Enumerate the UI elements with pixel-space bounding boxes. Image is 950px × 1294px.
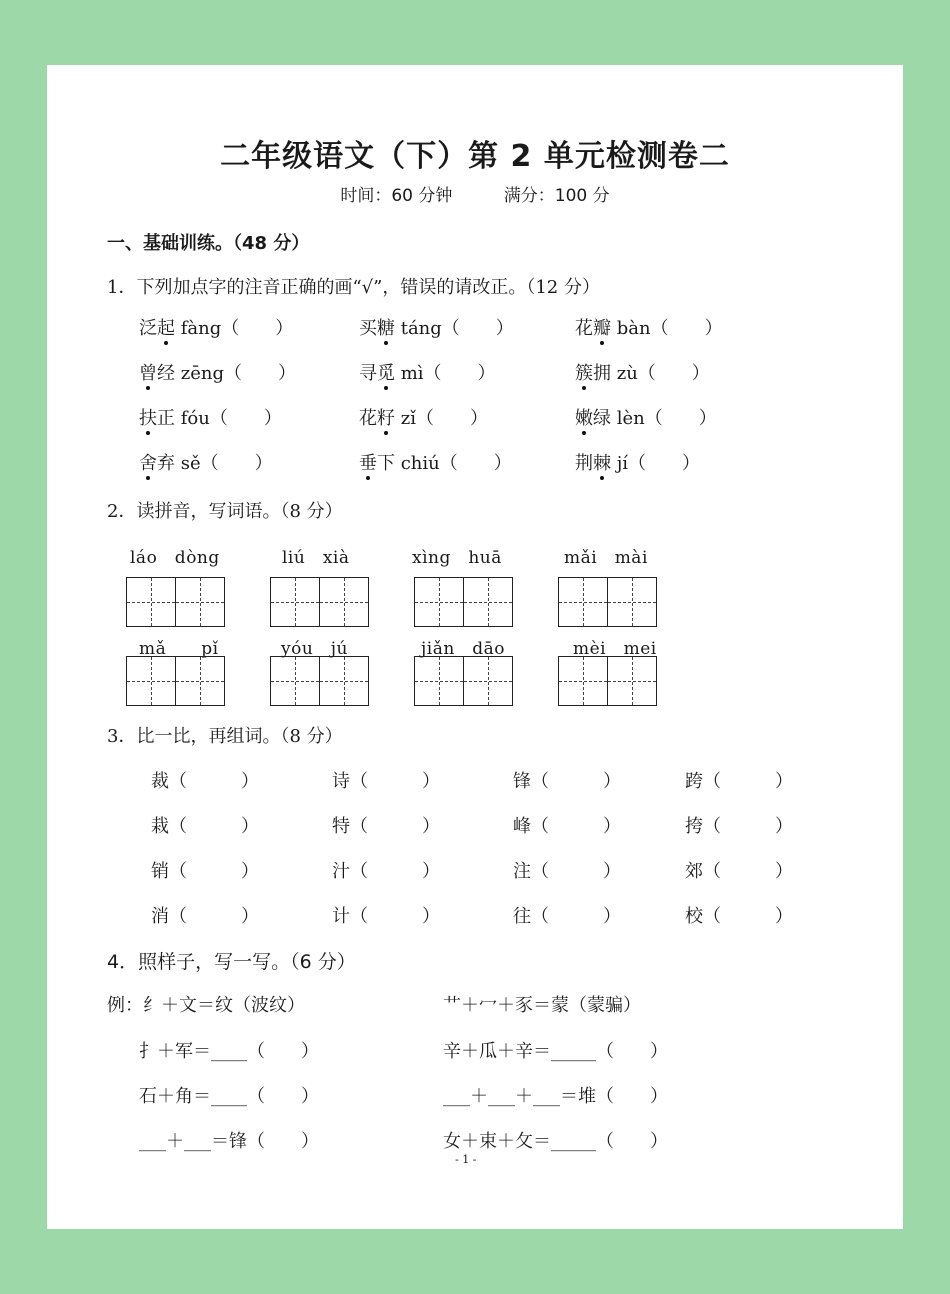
exam-info bbox=[47, 181, 903, 206]
q3-item: 裁（ ） bbox=[151, 771, 259, 792]
question-2-prompt: 2．读拼音，写词语。（8 分） bbox=[107, 501, 343, 522]
q4-item: 扌＋军＝____（ ） bbox=[139, 1041, 319, 1062]
grid-cell[interactable] bbox=[558, 577, 608, 627]
q3-item: 特（ ） bbox=[332, 816, 440, 837]
q3-item: 峰（ ） bbox=[513, 816, 621, 837]
grid-cell[interactable] bbox=[607, 656, 657, 706]
grid-cell[interactable] bbox=[175, 656, 225, 706]
q1-item: 荆棘 jí（ ） bbox=[575, 449, 700, 475]
q1-item: 曾经 zēng（ ） bbox=[139, 359, 296, 385]
q3-item: 锋（ ） bbox=[513, 771, 621, 792]
q3-item: 跨（ ） bbox=[685, 771, 793, 792]
pinyin-label: mǎ pǐ bbox=[139, 639, 219, 659]
question-3-prompt: 3．比一比，再组词。（8 分） bbox=[107, 726, 343, 747]
q1-item: 扶正 fóu（ ） bbox=[139, 404, 282, 430]
grid-cell[interactable] bbox=[414, 656, 464, 706]
writing-grid[interactable] bbox=[414, 577, 511, 627]
grid-cell[interactable] bbox=[558, 656, 608, 706]
q4-example: 例：纟＋文＝纹（波纹） bbox=[107, 995, 305, 1016]
grid-cell[interactable] bbox=[270, 577, 320, 627]
writing-grid[interactable] bbox=[126, 656, 223, 706]
writing-grid[interactable] bbox=[126, 577, 223, 627]
writing-grid[interactable] bbox=[414, 656, 511, 706]
question-1-prompt: 1．下列加点字的注音正确的画“√”，错误的请改正。（12 分） bbox=[107, 277, 600, 298]
grid-cell[interactable] bbox=[463, 577, 513, 627]
q4-item: ___＋___＋___＝堆（ ） bbox=[443, 1086, 668, 1107]
time-limit: 时间：60 分钟 bbox=[340, 186, 453, 206]
q1-item: 花瓣 bàn（ ） bbox=[575, 314, 723, 340]
writing-grid[interactable] bbox=[270, 577, 367, 627]
q4-item: 女＋束＋攵＝_____（ ） bbox=[443, 1131, 668, 1152]
writing-grid[interactable] bbox=[558, 577, 655, 627]
exam-paper bbox=[47, 65, 903, 1229]
pinyin-label: liú xià bbox=[282, 548, 350, 568]
q1-item: 舍弃 sě（ ） bbox=[139, 449, 273, 475]
pinyin-label: jiǎn dāo bbox=[421, 639, 506, 659]
grid-cell[interactable] bbox=[319, 577, 369, 627]
pinyin-label: xìng huā bbox=[412, 548, 502, 568]
q1-item: 垂下 chiú（ ） bbox=[359, 449, 512, 475]
grid-cell[interactable] bbox=[175, 577, 225, 627]
grid-cell[interactable] bbox=[270, 656, 320, 706]
q4-item: 石＋角＝____（ ） bbox=[139, 1086, 319, 1107]
q4-example: 艹＋冖＋豕＝蒙（蒙骗） bbox=[443, 995, 641, 1016]
q4-item: ___＋___＝锋（ ） bbox=[139, 1131, 319, 1152]
total-score: 满分：100 分 bbox=[503, 186, 610, 206]
q3-item: 往（ ） bbox=[513, 906, 621, 927]
grid-cell[interactable] bbox=[126, 577, 176, 627]
q3-item: 栽（ ） bbox=[151, 816, 259, 837]
page-number: - 1 - bbox=[455, 1153, 477, 1166]
q3-item: 注（ ） bbox=[513, 861, 621, 882]
writing-grid[interactable] bbox=[558, 656, 655, 706]
question-4-prompt: 4．照样子，写一写。（6 分） bbox=[107, 951, 356, 973]
pinyin-label: yóu jú bbox=[281, 639, 349, 659]
q1-item: 买糖 táng（ ） bbox=[359, 314, 514, 340]
q3-item: 汁（ ） bbox=[332, 861, 440, 882]
section-1-heading: 一、基础训练。（48 分） bbox=[107, 233, 310, 254]
q3-item: 消（ ） bbox=[151, 906, 259, 927]
q3-item: 诗（ ） bbox=[332, 771, 440, 792]
writing-grid[interactable] bbox=[270, 656, 367, 706]
q3-item: 挎（ ） bbox=[685, 816, 793, 837]
q3-item: 郊（ ） bbox=[685, 861, 793, 882]
grid-cell[interactable] bbox=[126, 656, 176, 706]
pinyin-label: mèi mei bbox=[573, 639, 657, 659]
grid-cell[interactable] bbox=[319, 656, 369, 706]
q3-item: 销（ ） bbox=[151, 861, 259, 882]
grid-cell[interactable] bbox=[463, 656, 513, 706]
q1-item: 花籽 zǐ（ ） bbox=[359, 404, 488, 430]
pinyin-label: láo dòng bbox=[130, 548, 220, 568]
grid-cell[interactable] bbox=[414, 577, 464, 627]
q3-item: 校（ ） bbox=[685, 906, 793, 927]
q1-item: 寻觅 mì（ ） bbox=[359, 359, 496, 385]
q3-item: 计（ ） bbox=[332, 906, 440, 927]
q1-item: 嫩绿 lèn（ ） bbox=[575, 404, 717, 430]
pinyin-label: mǎi mài bbox=[564, 548, 648, 568]
grid-cell[interactable] bbox=[607, 577, 657, 627]
page-title: 二年级语文（下）第 2 单元检测卷二 bbox=[220, 139, 730, 174]
q1-item: 簇拥 zù（ ） bbox=[575, 359, 710, 385]
q1-item: 泛起 fàng（ ） bbox=[139, 314, 293, 340]
q4-item: 辛＋瓜＋辛＝_____（ ） bbox=[443, 1041, 668, 1062]
